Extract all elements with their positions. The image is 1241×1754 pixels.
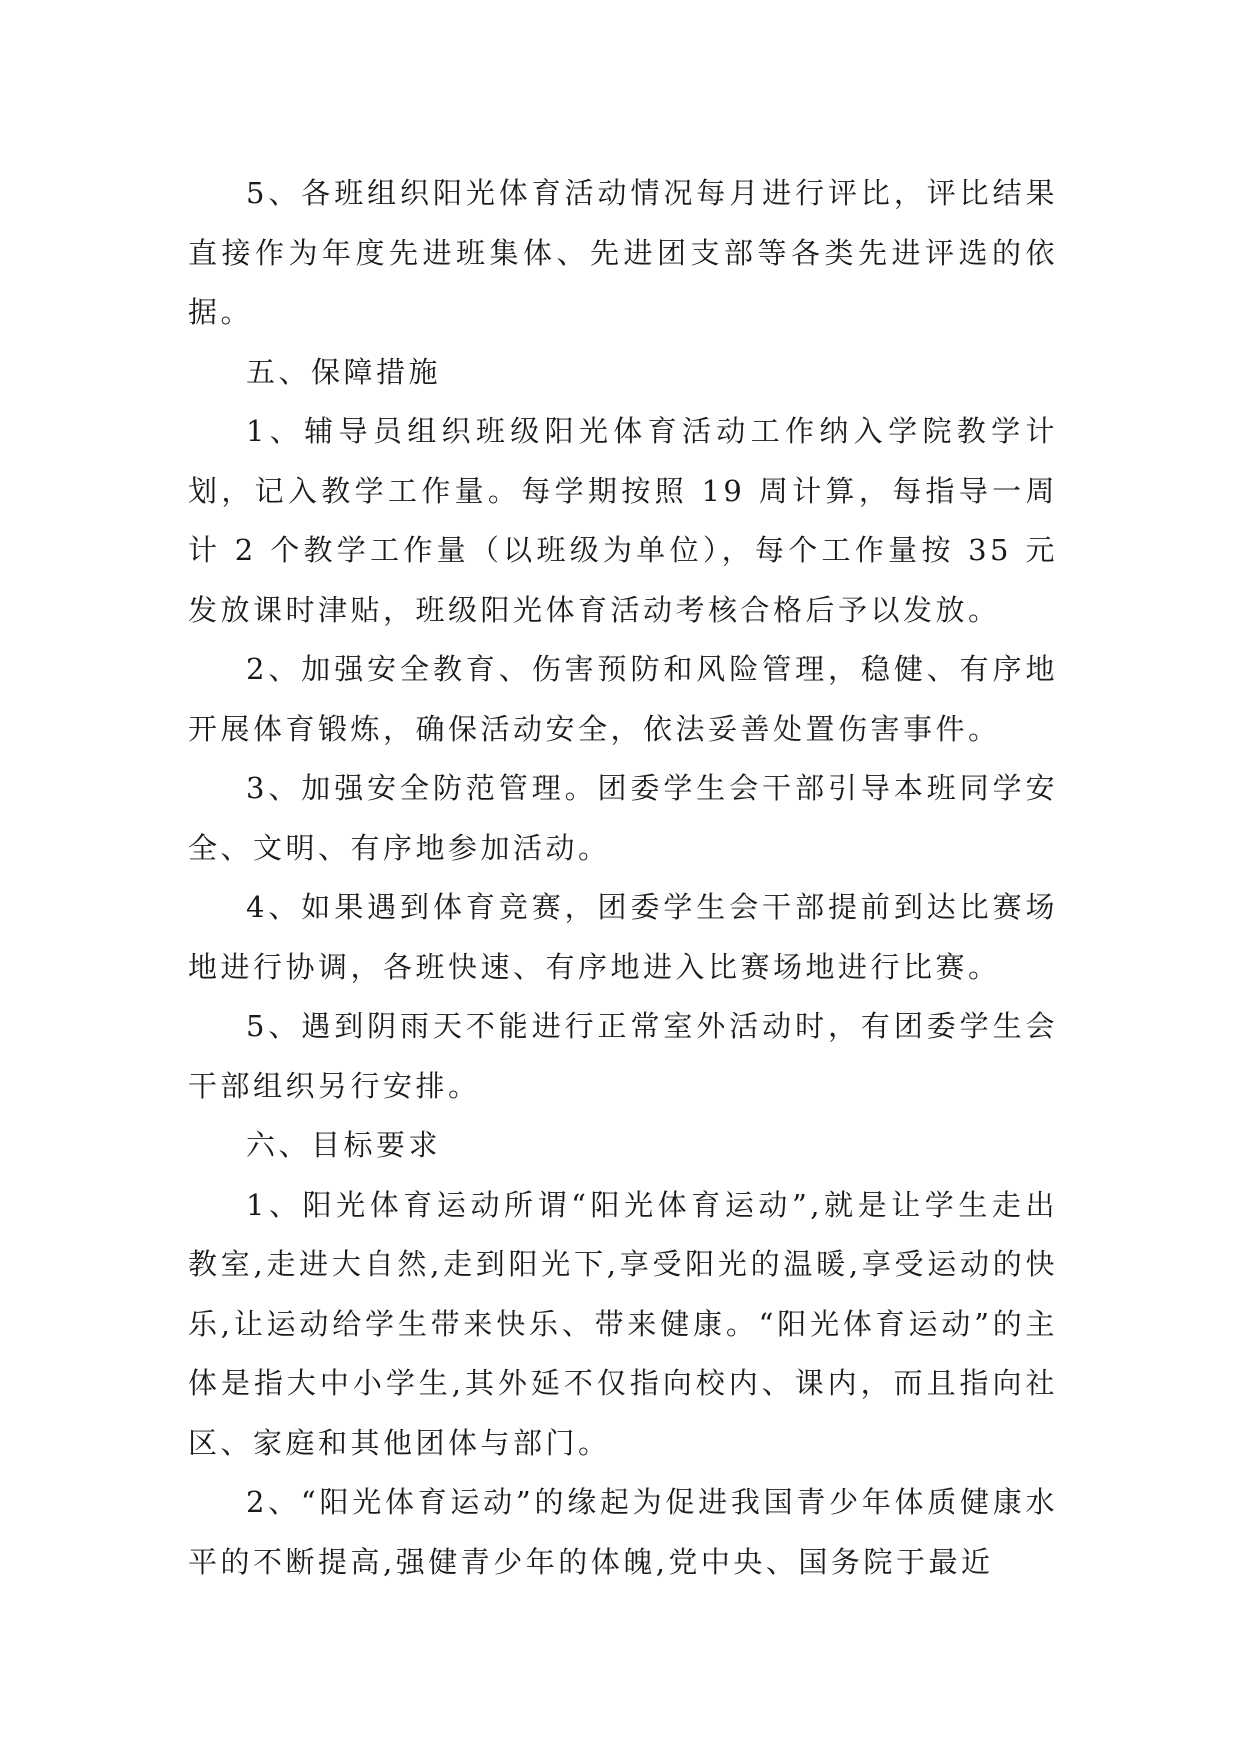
paragraph-workload: 1、辅导员组织班级阳光体育活动工作纳入学院教学计划，记入教学工作量。每学期按照 19 周计算，每指导一周计 2 个教学工作量（以班级为单位），每个工作量按 35 元发放课时津贴，班级阳光体育活动考核合格后予以发放。 [188,414,1058,627]
paragraph-origin: 2、“阳光体育运动”的缘起为促进我国青少年体质健康水平的不断提高,强健青少年的体魄,党中央、国务院于最近 [188,1485,1058,1579]
document-page [188,164,1058,1592]
paragraph-rainy-day: 5、遇到阴雨天不能进行正常室外活动时，有团委学生会干部组织另行安排。 [188,1009,1058,1103]
paragraph-evaluation: 5、各班组织阳光体育活动情况每月进行评比，评比结果直接作为年度先进班集体、先进团支部等各类先进评选的依据。 [188,176,1058,329]
section-heading-safeguards: 五、保障措施 [246,354,442,389]
paragraph-safety-management: 3、加强安全防范管理。团委学生会干部引导本班同学安全、文明、有序地参加活动。 [188,771,1058,865]
paragraph-competition: 4、如果遇到体育竞赛，团委学生会干部提前到达比赛场地进行协调，各班快速、有序地进入比赛场地进行比赛。 [188,890,1058,984]
section-heading-goals: 六、目标要求 [246,1128,442,1162]
paragraph-definition: 1、阳光体育运动所谓“阳光体育运动”,就是让学生走出教室,走进大自然,走到阳光下,享受阳光的温暖,享受运动的快乐,让运动给学生带来快乐、带来健康。“阳光体育运动”的主体是指大中小学生,其外延不仅指向校内、课内，而且指向社区、家庭和其他团体与部门。 [188,1187,1058,1460]
paragraph-safety-education: 2、加强安全教育、伤害预防和风险管理，稳健、有序地开展体育锻炼，确保活动安全，依法妥善处置伤害事件。 [188,652,1058,746]
